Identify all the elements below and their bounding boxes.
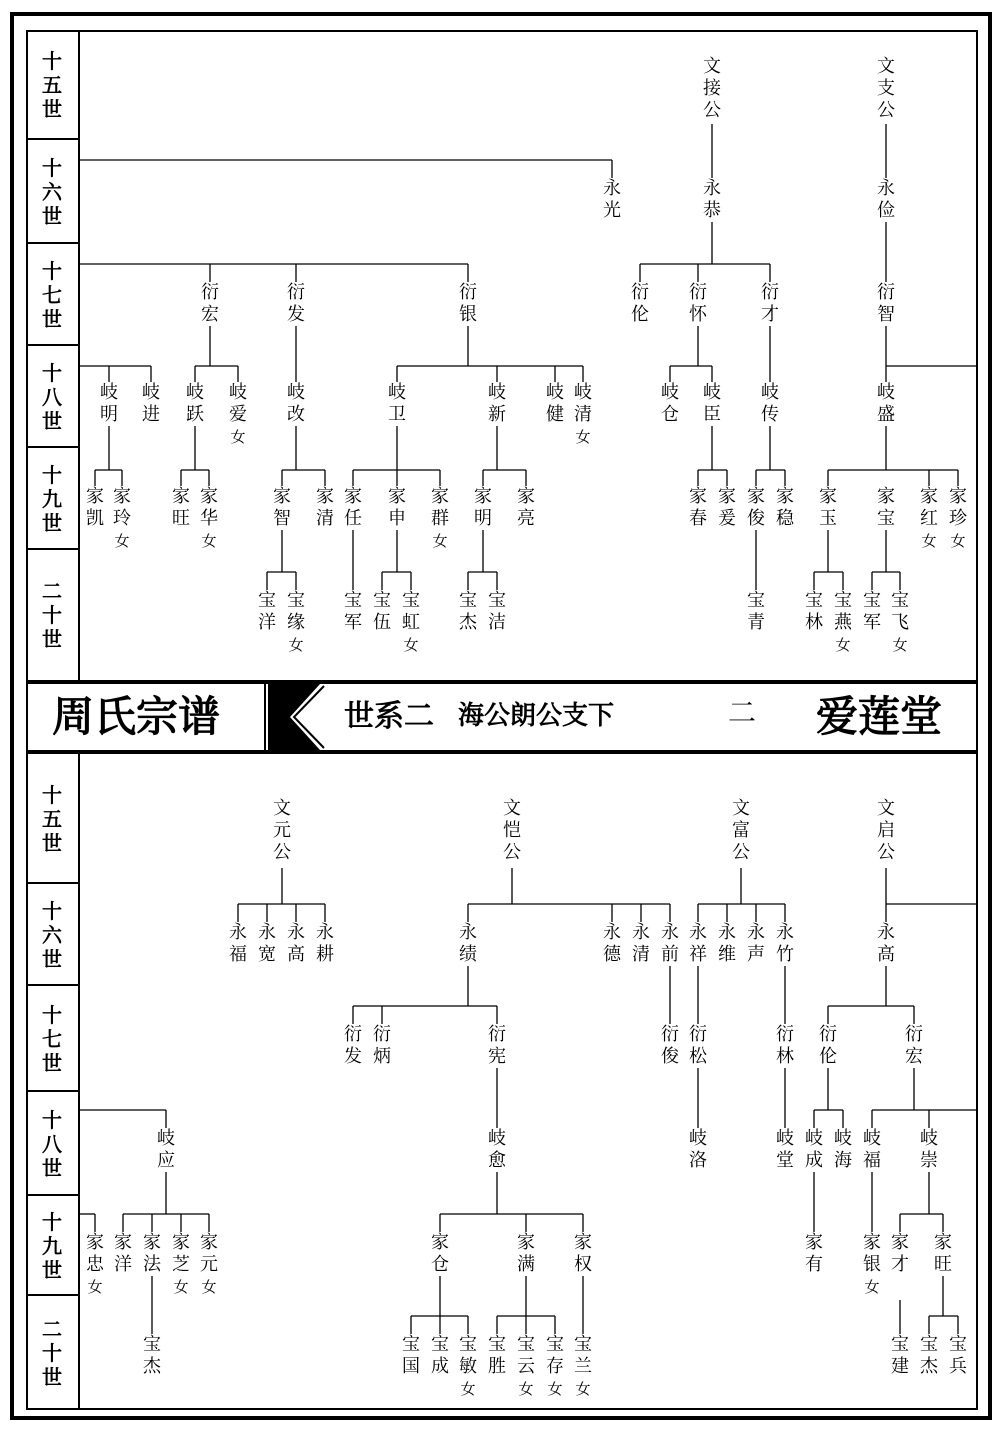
person-name: 永耕	[316, 922, 334, 965]
generation-label: 十八世	[42, 361, 62, 433]
person-sex-note: 女	[87, 1278, 103, 1296]
person-sex-note: 女	[950, 532, 966, 550]
person-b_yansong	[687, 1024, 709, 1068]
person-name: 岐改	[287, 382, 305, 425]
person-t_yongguang	[601, 178, 623, 222]
person-name: 永宽	[258, 922, 276, 965]
person-b_baobing	[947, 1334, 969, 1378]
person-name: 永绩	[459, 922, 477, 965]
generation-label: 十七世	[42, 259, 62, 331]
person-name: 岐海	[834, 1128, 852, 1171]
person-sex-note: 女	[864, 1278, 880, 1296]
person-t_baowu	[371, 590, 393, 634]
person-name: 家权	[574, 1232, 592, 1275]
person-name: 家智	[273, 486, 291, 529]
person-b_yanlun	[817, 1024, 839, 1068]
person-name: 家凯	[86, 486, 104, 529]
person-b_yanlin	[774, 1024, 796, 1068]
person-sex-note: 女	[575, 428, 591, 446]
person-name: 家红	[920, 486, 938, 529]
person-name: 岐愈	[488, 1128, 506, 1171]
person-t_yanhuai	[687, 282, 709, 326]
person-b_wenkai	[501, 798, 523, 864]
person-name: 衍林	[776, 1024, 794, 1067]
person-b_yongde	[601, 922, 623, 966]
person-sex-note: 女	[892, 636, 908, 654]
person-b_qichong	[918, 1128, 940, 1172]
person-name: 家清	[316, 486, 334, 529]
person-name: 宝虹	[402, 590, 420, 633]
person-t_baolin	[803, 590, 825, 634]
person-t_qigai	[285, 382, 307, 426]
person-t_qichuan	[759, 382, 781, 426]
person-b_qitang	[774, 1128, 796, 1172]
person-t_yanzhi	[875, 282, 897, 326]
person-t_baojie2	[486, 590, 508, 634]
person-name: 家群	[431, 486, 449, 529]
person-t_yancai	[759, 282, 781, 326]
person-t_jiaqing	[314, 486, 336, 530]
person-t_jiazhi	[271, 486, 293, 530]
person-name: 宝飞	[891, 590, 909, 633]
person-b_yongji	[457, 922, 479, 966]
person-sex-note: 女	[835, 636, 851, 654]
person-name: 岐臣	[703, 382, 721, 425]
person-t_jiashen	[386, 486, 408, 530]
person-name: 岐福	[863, 1128, 881, 1171]
generation-label: 十八世	[42, 1108, 62, 1180]
person-t_baojun1	[342, 590, 364, 634]
person-b_yongqian	[659, 922, 681, 966]
person-t_jiabao	[875, 486, 897, 530]
person-name: 衍宏	[905, 1024, 923, 1067]
person-name: 文启公	[877, 798, 895, 863]
person-b_yonggeng	[314, 922, 336, 966]
person-b_jiayou	[803, 1232, 825, 1276]
person-name: 岐明	[100, 382, 118, 425]
person-t_qiming	[98, 382, 120, 426]
person-name: 家法	[143, 1232, 161, 1275]
person-name: 家亮	[517, 486, 535, 529]
person-b_qiluo	[687, 1128, 709, 1172]
person-b_yonggao	[285, 922, 307, 966]
banner-section: 世系二	[344, 699, 434, 734]
person-name: 衍才	[761, 282, 779, 325]
person-name: 岐卫	[388, 382, 406, 425]
person-name: 永维	[718, 922, 736, 965]
generation-label: 二十世	[42, 579, 62, 651]
person-b_qicheng	[803, 1128, 825, 1172]
person-b_baoyun	[515, 1334, 537, 1400]
person-name: 宝胜	[488, 1334, 506, 1377]
person-t_qiwei	[386, 382, 408, 426]
person-name: 衍炳	[373, 1024, 391, 1067]
person-t_jiahong	[918, 486, 940, 552]
person-name: 宝军	[344, 590, 362, 633]
person-t_jiahua	[198, 486, 220, 552]
person-name: 家明	[474, 486, 492, 529]
person-name: 宝云	[517, 1334, 535, 1377]
person-name: 岐健	[546, 382, 564, 425]
generation-label: 十六世	[42, 899, 62, 971]
person-name: 家宝	[877, 486, 895, 529]
person-sex-note: 女	[201, 1278, 217, 1296]
person-name: 岐堂	[776, 1128, 794, 1171]
person-name: 衍俊	[661, 1024, 679, 1067]
person-name: 永恭	[703, 178, 721, 221]
person-name: 家爰	[718, 486, 736, 529]
person-t_qichen	[701, 382, 723, 426]
person-name: 家元	[200, 1232, 218, 1275]
person-t_yongjian	[875, 178, 897, 222]
person-b_qiying	[155, 1128, 177, 1172]
person-name: 文接公	[703, 56, 721, 121]
person-b_yanbing	[371, 1024, 393, 1068]
person-sex-note: 女	[921, 532, 937, 550]
person-name: 宝国	[402, 1334, 420, 1377]
person-b_baolan	[572, 1334, 594, 1400]
person-b_jiaquan	[572, 1232, 594, 1276]
person-name: 岐爱	[229, 382, 247, 425]
person-b_yongsheng	[745, 922, 767, 966]
person-sex-note: 女	[518, 1380, 534, 1398]
person-name: 宝燕	[834, 590, 852, 633]
person-t_jiayuan	[716, 486, 738, 530]
person-name: 家忠	[86, 1232, 104, 1275]
person-t_jiawang	[170, 486, 192, 530]
person-b_yanjun	[659, 1024, 681, 1068]
person-b_yongxiang	[687, 922, 709, 966]
banner-title: 周氏宗谱	[52, 692, 221, 741]
person-b_wenyuan	[271, 798, 293, 864]
person-name: 宝洁	[488, 590, 506, 633]
person-b_jiayang	[112, 1232, 134, 1276]
person-sex-note: 女	[201, 532, 217, 550]
person-t_qicang	[659, 382, 681, 426]
person-b_baosheng	[486, 1334, 508, 1378]
person-t_jiakai	[84, 486, 106, 530]
person-b_baomin	[457, 1334, 479, 1400]
person-name: 家旺	[934, 1232, 952, 1275]
person-t_qijin	[140, 382, 162, 426]
person-sex-note: 女	[575, 1380, 591, 1398]
person-t_jialiang	[515, 486, 537, 530]
person-name: 文元公	[273, 798, 291, 863]
person-t_baohong	[400, 590, 422, 656]
person-name: 岐盛	[877, 382, 895, 425]
person-name: 衍松	[689, 1024, 707, 1067]
person-name: 文恺公	[503, 798, 521, 863]
generation-label: 十七世	[42, 1003, 62, 1075]
person-name: 衍宏	[201, 282, 219, 325]
person-name: 永福	[229, 922, 247, 965]
person-name: 宝伍	[373, 590, 391, 633]
person-b_yongzhu	[774, 922, 796, 966]
person-b_yonggao2	[875, 922, 897, 966]
person-t_qisheng	[875, 382, 897, 426]
person-name: 永高	[287, 922, 305, 965]
person-name: 永德	[603, 922, 621, 965]
person-name: 家旺	[172, 486, 190, 529]
person-name: 衍发	[344, 1024, 362, 1067]
person-b_yongqing	[630, 922, 652, 966]
person-name: 家珍	[949, 486, 967, 529]
person-name: 宝兰	[574, 1334, 592, 1377]
person-b_qiyu	[486, 1128, 508, 1172]
person-b_baojie	[141, 1334, 163, 1378]
person-name: 岐清	[574, 382, 592, 425]
person-name: 宝建	[891, 1334, 909, 1377]
generation-label: 十九世	[42, 1210, 62, 1282]
person-sex-note: 女	[460, 1380, 476, 1398]
person-name: 家华	[200, 486, 218, 529]
person-name: 永高	[877, 922, 895, 965]
person-b_baojian	[889, 1334, 911, 1378]
person-t_qiyue	[184, 382, 206, 426]
person-t_jiawen	[774, 486, 796, 530]
generation-label: 十六世	[42, 156, 62, 228]
person-b_wenfu	[730, 798, 752, 864]
person-name: 宝军	[863, 590, 881, 633]
person-b_yanhong	[903, 1024, 925, 1068]
person-b_jiawang	[932, 1232, 954, 1276]
person-b_baojie2	[918, 1334, 940, 1378]
person-sex-note: 女	[173, 1278, 189, 1296]
generation-label: 十九世	[42, 463, 62, 535]
person-name: 永祥	[689, 922, 707, 965]
person-name: 家稳	[776, 486, 794, 529]
person-t_baoqing	[745, 590, 767, 634]
person-name: 永光	[603, 178, 621, 221]
person-b_yanfa	[342, 1024, 364, 1068]
person-name: 岐传	[761, 382, 779, 425]
person-name: 衍怀	[689, 282, 707, 325]
person-b_jiaman	[515, 1232, 537, 1276]
person-b_jiacang	[429, 1232, 451, 1276]
person-t_baofei	[889, 590, 911, 656]
person-name: 永声	[747, 922, 765, 965]
person-name: 宝成	[431, 1334, 449, 1377]
person-name: 宝杰	[143, 1334, 161, 1377]
person-name: 宝敏	[459, 1334, 477, 1377]
person-name: 家俊	[747, 486, 765, 529]
person-b_yanxian	[486, 1024, 508, 1068]
person-name: 家银	[863, 1232, 881, 1275]
person-name: 家申	[388, 486, 406, 529]
person-name: 岐跃	[186, 382, 204, 425]
person-name: 宝青	[747, 590, 765, 633]
person-name: 岐崇	[920, 1128, 938, 1171]
person-name: 岐成	[805, 1128, 823, 1171]
person-name: 衍发	[287, 282, 305, 325]
person-t_yanyin	[457, 282, 479, 326]
person-t_jiajun	[745, 486, 767, 530]
person-name: 家玲	[113, 486, 131, 529]
person-t_jiayu	[817, 486, 839, 530]
person-name: 永竹	[776, 922, 794, 965]
person-t_jialing	[111, 486, 133, 552]
person-sex-note: 女	[230, 428, 246, 446]
banner-branch: 海公朗公支下	[458, 701, 615, 731]
person-t_qijian	[544, 382, 566, 426]
banner-page-number: 二	[728, 696, 757, 729]
person-t_wenjie	[701, 56, 723, 122]
person-b_jiafa	[141, 1232, 163, 1276]
person-b_yongwei	[716, 922, 738, 966]
person-t_baoyan	[832, 590, 854, 656]
person-name: 家洋	[114, 1232, 132, 1275]
person-name: 文富公	[732, 798, 750, 863]
person-b_baoguo	[400, 1334, 422, 1378]
person-t_qiqing	[572, 382, 594, 448]
person-sex-note: 女	[432, 532, 448, 550]
person-t_baoyang	[256, 590, 278, 634]
person-t_jiachun	[687, 486, 709, 530]
person-t_jiazhen	[947, 486, 969, 552]
person-b_jiazhi	[170, 1232, 192, 1298]
person-b_jiayuan	[198, 1232, 220, 1298]
person-t_yanlun	[629, 282, 651, 326]
person-sex-note: 女	[547, 1380, 563, 1398]
person-name: 宝洋	[258, 590, 276, 633]
person-name: 岐仓	[661, 382, 679, 425]
person-name: 家仓	[431, 1232, 449, 1275]
person-sex-note: 女	[288, 636, 304, 654]
person-name: 文支公	[877, 56, 895, 121]
generation-label: 十五世	[42, 783, 62, 855]
person-name: 永俭	[877, 178, 895, 221]
person-name: 岐进	[142, 382, 160, 425]
person-b_qihai	[832, 1128, 854, 1172]
person-t_jiaming	[472, 486, 494, 530]
person-name: 家满	[517, 1232, 535, 1275]
person-t_baoyuan	[285, 590, 307, 656]
person-name: 家才	[891, 1232, 909, 1275]
person-b_baocun	[544, 1334, 566, 1400]
person-name: 宝杰	[459, 590, 477, 633]
person-name: 衍宪	[488, 1024, 506, 1067]
person-b_qifu	[861, 1128, 883, 1172]
person-t_baojie	[457, 590, 479, 634]
person-t_wenzhi	[875, 56, 897, 122]
person-name: 家芝	[172, 1232, 190, 1275]
person-name: 宝存	[546, 1334, 564, 1377]
person-name: 家春	[689, 486, 707, 529]
person-name: 宝缘	[287, 590, 305, 633]
person-name: 家任	[344, 486, 362, 529]
person-t_jiaqun	[429, 486, 451, 552]
person-name: 宝林	[805, 590, 823, 633]
person-b_jiayin	[861, 1232, 883, 1298]
person-t_qixin	[486, 382, 508, 426]
person-name: 衍智	[877, 282, 895, 325]
person-name: 岐洛	[689, 1128, 707, 1171]
generation-label: 十五世	[42, 49, 62, 121]
person-name: 家有	[805, 1232, 823, 1275]
person-t_baojun2	[861, 590, 883, 634]
person-name: 岐应	[157, 1128, 175, 1171]
person-b_wenqi	[875, 798, 897, 864]
person-b_jiazhong	[84, 1232, 106, 1298]
person-name: 永清	[632, 922, 650, 965]
person-t_qiai	[227, 382, 249, 448]
person-b_yongkuan	[256, 922, 278, 966]
banner-hall: 爱莲堂	[816, 692, 943, 741]
person-name: 衍银	[459, 282, 477, 325]
person-name: 衍伦	[631, 282, 649, 325]
person-name: 宝兵	[949, 1334, 967, 1377]
person-b_jiacai	[889, 1232, 911, 1276]
person-b_yongfu	[227, 922, 249, 966]
person-name: 宝杰	[920, 1334, 938, 1377]
person-t_yanhong	[199, 282, 221, 326]
person-name: 衍伦	[819, 1024, 837, 1067]
generation-label: 二十世	[42, 1317, 62, 1389]
person-name: 家玉	[819, 486, 837, 529]
person-name: 岐新	[488, 382, 506, 425]
person-sex-note: 女	[403, 636, 419, 654]
person-t_yanfa	[285, 282, 307, 326]
person-sex-note: 女	[114, 532, 130, 550]
person-t_yonggong	[701, 178, 723, 222]
person-t_jiaren	[342, 486, 364, 530]
person-b_baocheng	[429, 1334, 451, 1378]
person-name: 永前	[661, 922, 679, 965]
